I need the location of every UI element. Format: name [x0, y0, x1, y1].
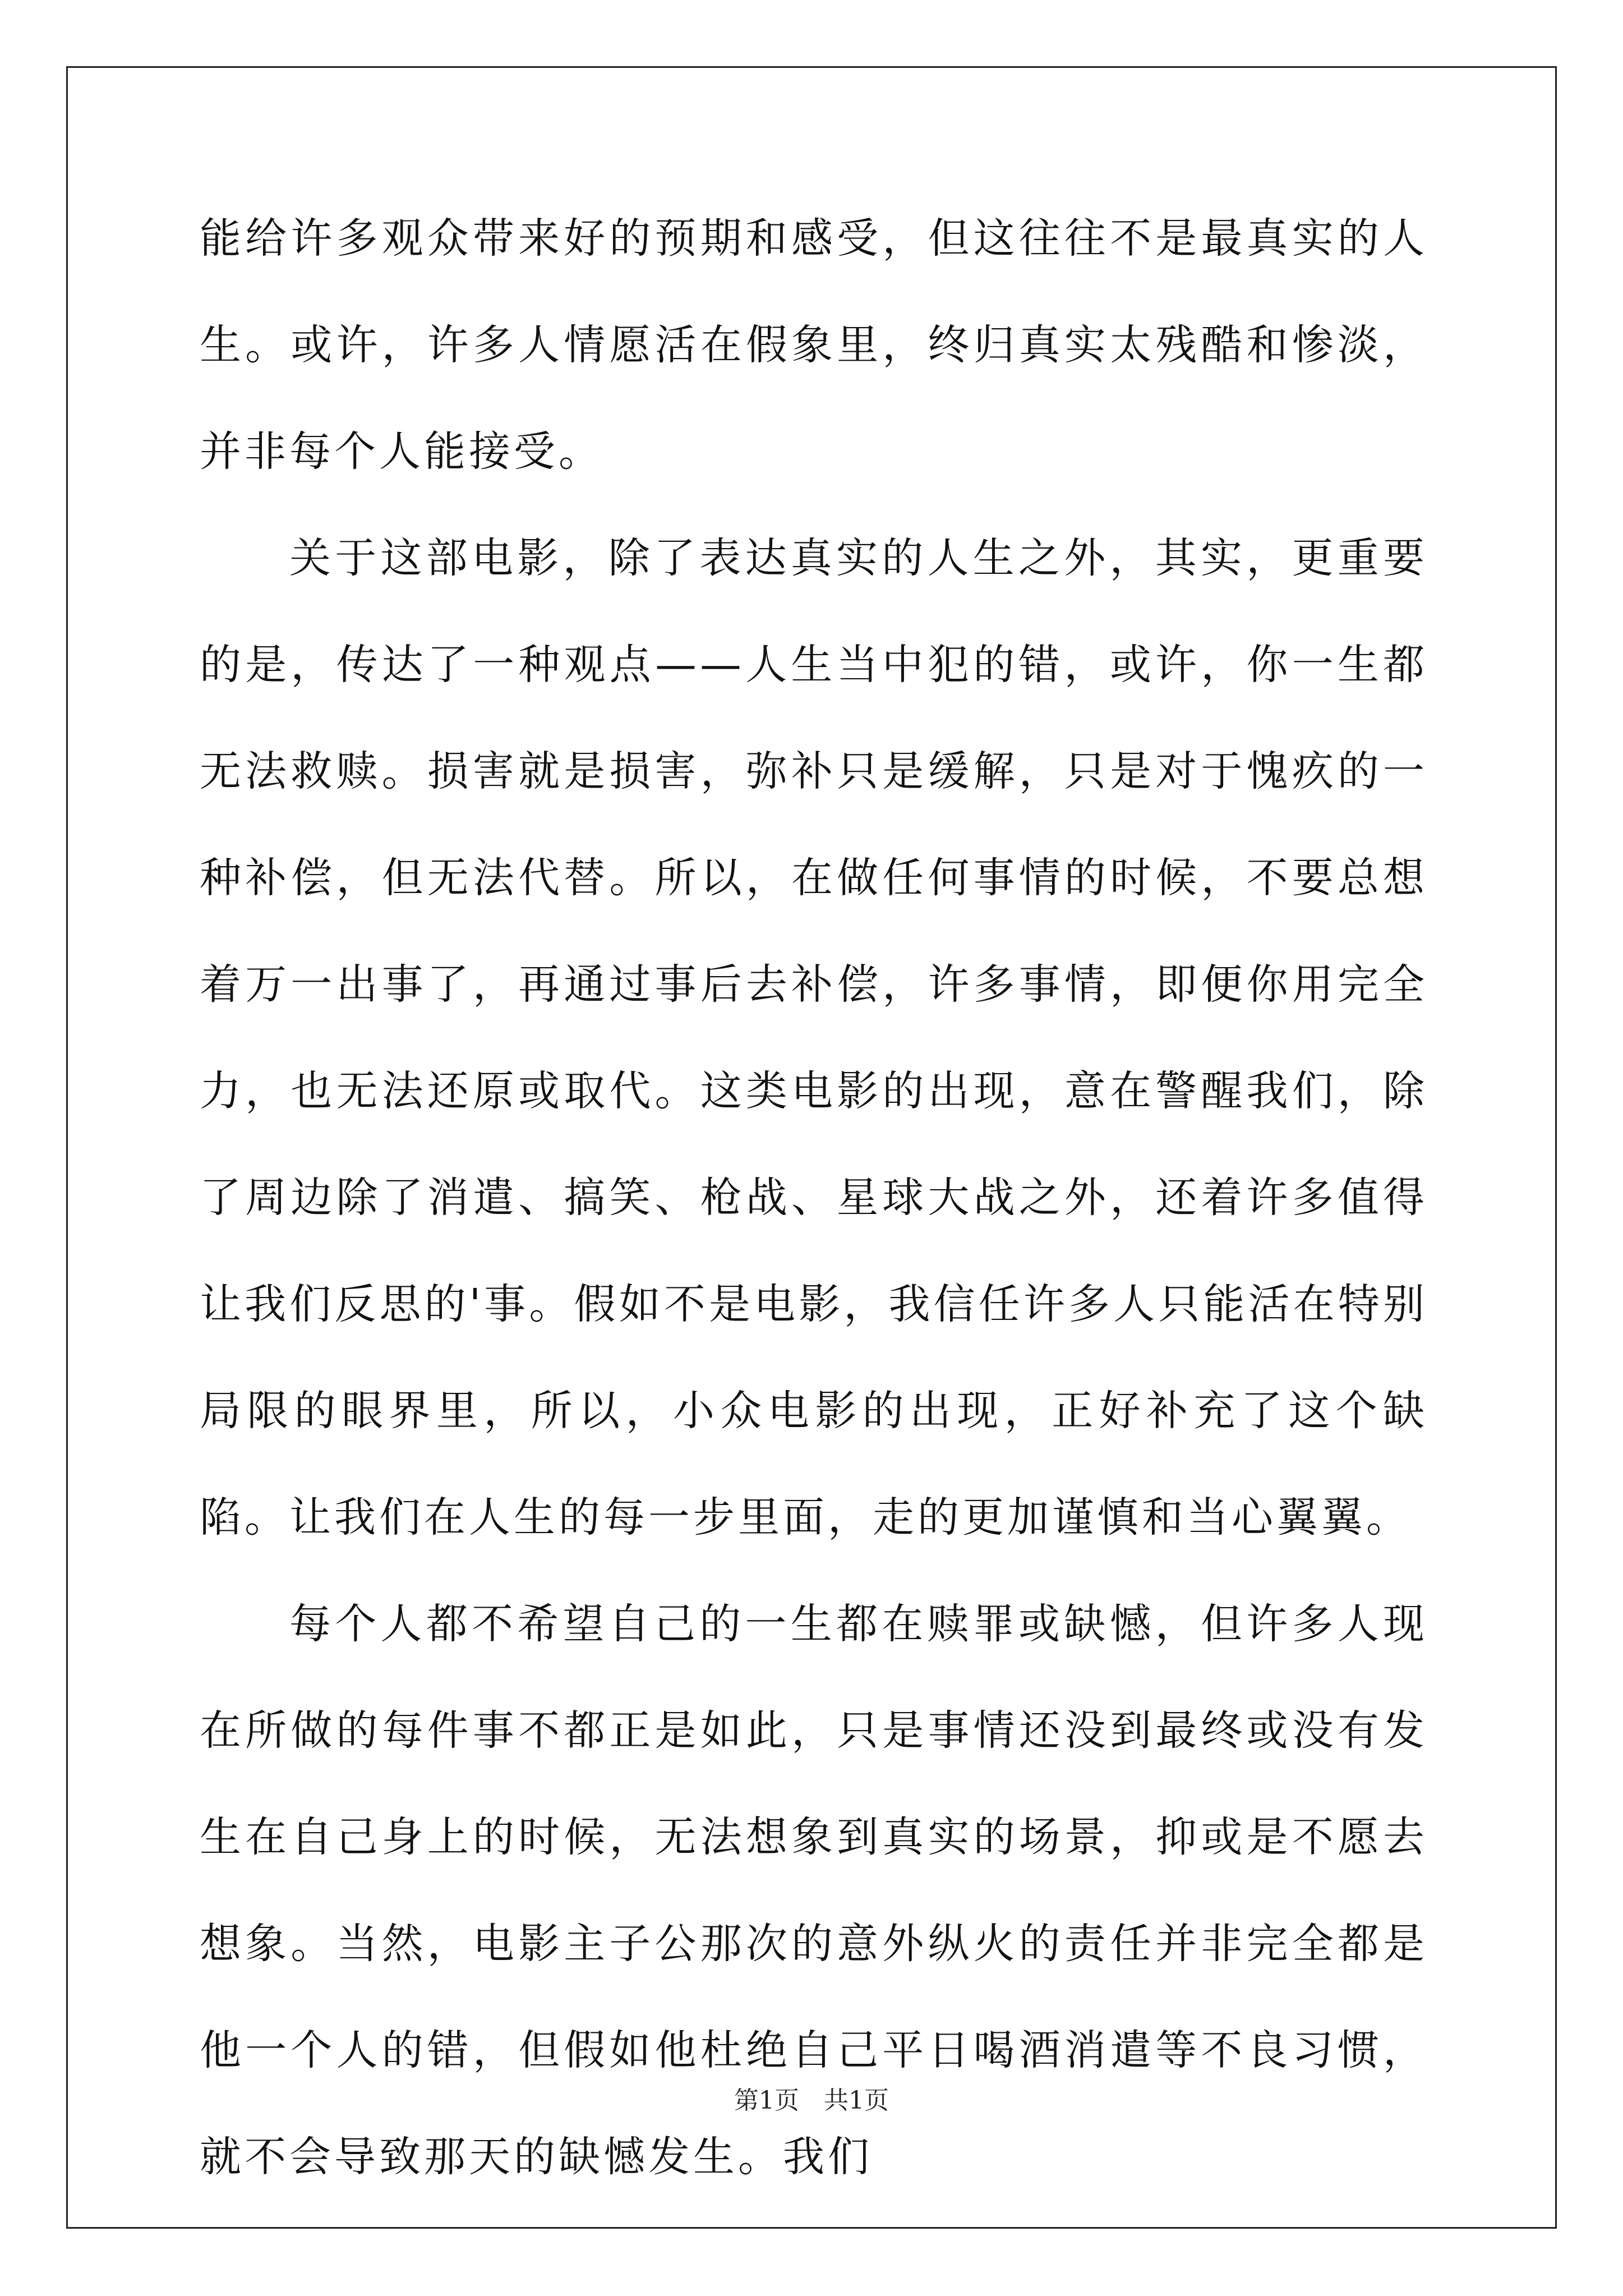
- document-body: [200, 185, 1428, 2210]
- paragraph-2: 关于这部电影，除了表达真实的人生之外，其实，更重要的是，传达了一种观点——人生当中犯的错，或许，你一生都无法救赎。损害就是损害，弥补只是缓解，只是对于愧疚的一种补偿，但无法代替。所以，在做任何事情的时候，不要总想着万一出事了，再通过事后去补偿，许多事情，即便你用完全力，也无法还原或取代。这类电影的出现，意在警醒我们，除了周边除了消遣、搞笑、枪战、星球大战之外，还着许多值得让我们反思的'事。假如不是电影，我信任许多人只能活在特别局限的眼界里，所以，小众电影的出现，正好补充了这个缺陷。让我们在人生的每一步里面，走的更加谨慎和当心翼翼。: [200, 534, 1428, 1542]
- paragraph-1: 能给许多观众带来好的预期和感受，但这往往不是最真实的人生。或许，许多人情愿活在假象里，终归真实太残酷和惨淡，并非每个人能接受。: [200, 214, 1428, 476]
- paragraph-3: 每个人都不希望自己的一生都在赎罪或缺憾，但许多人现在所做的每件事不都正是如此，只是事情还没到最终或没有发生在自己身上的时候，无法想象到真实的场景，抑或是不愿去想象。当然，电影主子公那次的意外纵火的责任并非完全都是他一个人的错，但假如他杜绝自己平日喝酒消遣等不良习惯，就不会导致那天的缺憾发生。我们: [200, 1600, 1428, 2181]
- page-number-footer: 第1页 共1页: [734, 2086, 889, 2115]
